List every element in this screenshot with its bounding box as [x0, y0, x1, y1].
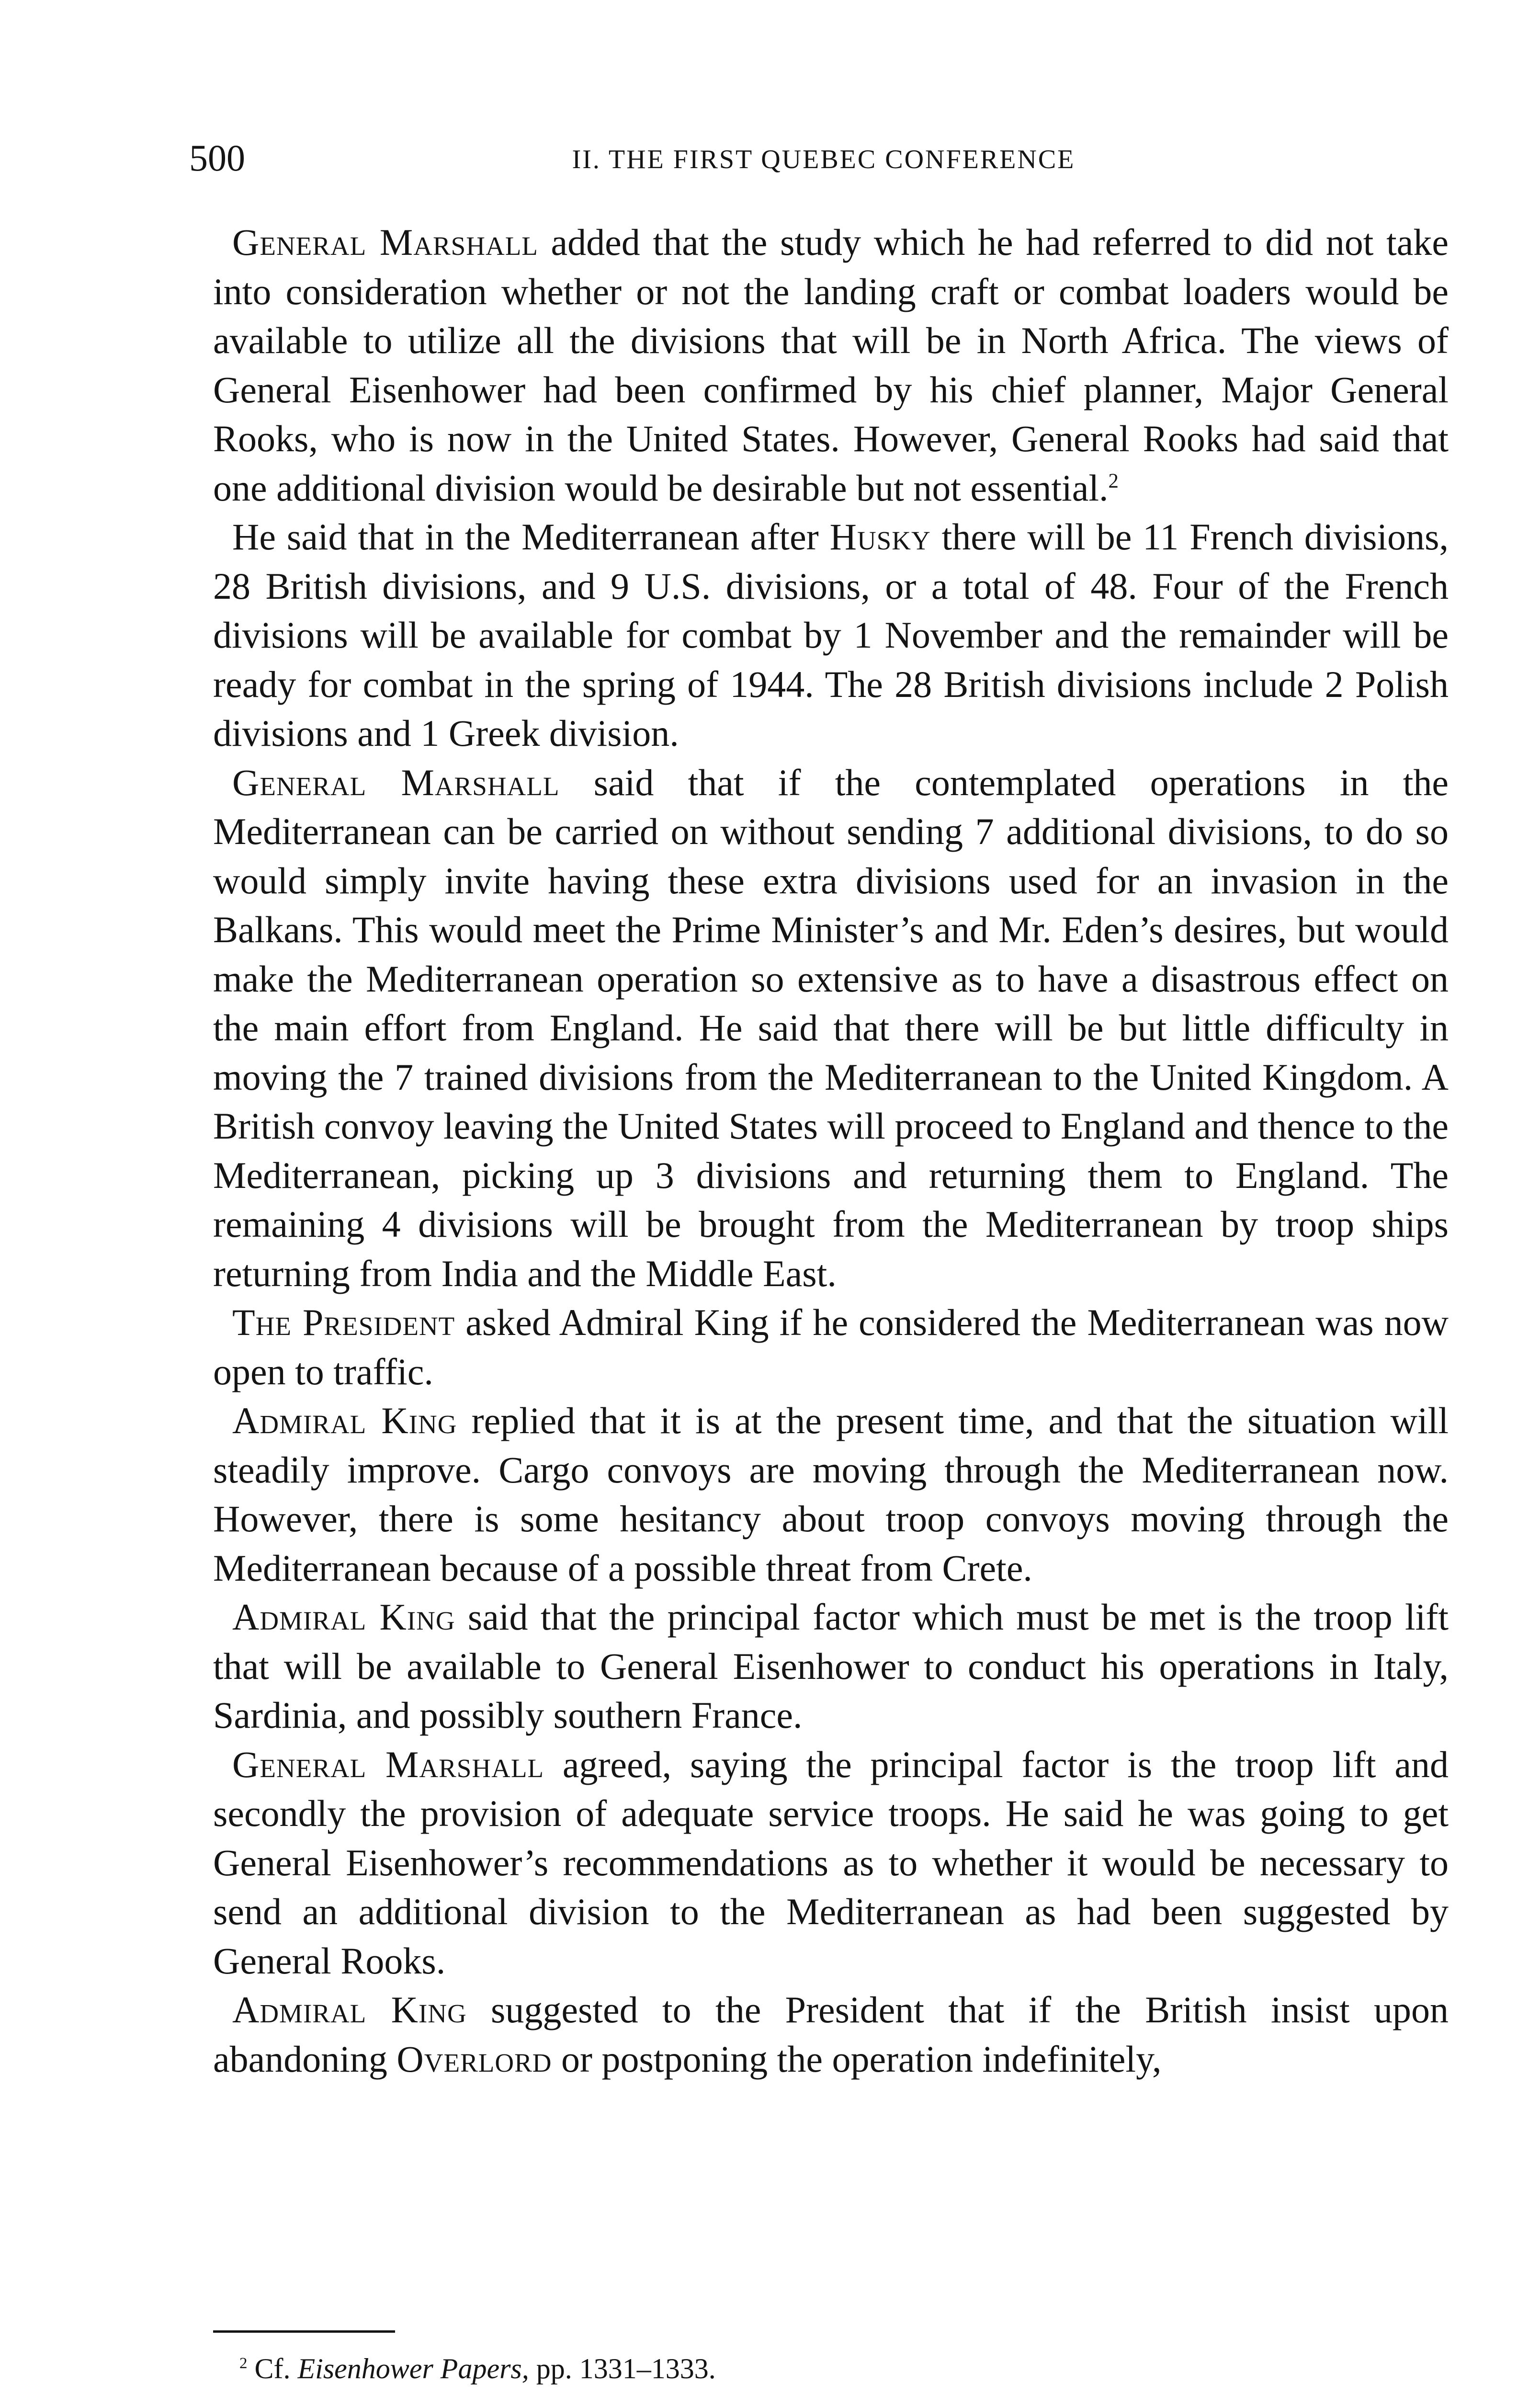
paragraph-text: asked Admiral King if he considered the Mediterranean was now open to traffic. [213, 1301, 1449, 1392]
speaker-name: Admiral King [232, 1596, 455, 1638]
paragraph-text: or postponing the operation indefinitely, [552, 2038, 1162, 2080]
speaker-name: General Marshall [232, 221, 538, 263]
footnote [239, 2349, 1437, 2388]
paragraph-8 [213, 1985, 1449, 2084]
footnote-prefix: Cf. [247, 2353, 298, 2384]
paragraph-3 [213, 758, 1449, 1299]
body-text [213, 218, 1449, 2084]
page-number: 500 [189, 137, 245, 179]
paragraph-text: said that the principal factor which must be met is the troop lift that will be available to General Eisenhower to conduct his operations in Italy, Sardinia, and possibly southern France. [213, 1596, 1449, 1736]
speaker-name: The President [232, 1301, 455, 1343]
paragraph-1 [213, 218, 1449, 513]
paragraph-7 [213, 1740, 1449, 1986]
paragraph-6 [213, 1593, 1449, 1740]
operation-codename: Overlord [396, 2038, 552, 2080]
paragraph-4 [213, 1298, 1449, 1396]
running-header [189, 137, 1458, 180]
paragraph-text: He said that in the Mediterranean after [232, 516, 830, 558]
paragraph-2 [213, 513, 1449, 758]
speaker-name: Admiral King [232, 1400, 457, 1441]
footnote-pages: pp. 1331–1333. [529, 2353, 716, 2384]
footnote-number: 2 [239, 2355, 248, 2372]
paragraph-text: there will be 11 French divisions, 28 British divisions, and 9 U.S. divisions, or a total of 48. Four of the French divisions will be available for combat by 1 November and the remainder will be ready for combat in the spring of 1944. The 28 British divisions include 2 Polish divisions and 1 Greek division. [213, 516, 1449, 754]
footnote-source-title: Eisenhower Papers, [297, 2353, 529, 2384]
speaker-name: General Marshall [232, 761, 560, 803]
paragraph-text: suggested to the President that if the British insist upon abandoning [213, 1989, 1449, 2080]
paragraph-text: replied that it is at the present time, and that the situation will steadily improve. Cargo convoys are moving through the Mediterranean now. However, there is some hesitancy about troop convoys moving through the Mediterranean because of a possible threat from Crete. [213, 1400, 1449, 1589]
paragraph-text: added that the study which he had referred to did not take into consideration whether or not the landing craft or combat loaders would be available to utilize all the divisions that will be in North Africa. The views of General Eisenhower had been confirmed by his chief planner, Major General Rooks, who is now in the United States. However, General Rooks had said that one additional division would be desirable but not essential. [213, 221, 1449, 509]
paragraph-text: agreed, saying the principal factor is the troop lift and secondly the provision of adequate service troops. He said he was going to get General Eisenhower’s recommendations as to whether it would be necessary to send an additional division to the Mediterranean as had been suggested by General Rooks. [213, 1743, 1449, 1982]
speaker-name: General Marshall [232, 1743, 544, 1785]
footnote-divider [213, 2330, 395, 2333]
running-title: II. THE FIRST QUEBEC CONFERENCE [572, 145, 1076, 174]
paragraph-5 [213, 1396, 1449, 1593]
footnote-reference: 2 [1108, 469, 1119, 492]
speaker-name: Admiral King [232, 1989, 467, 2030]
paragraph-text: said that if the contemplated operations in the Mediterranean can be carried on without sending 7 additional divisions, to do so would simply invite having these extra divisions used for an invasion in the Balkans. This would meet the Prime Minister’s and Mr. Eden’s desires, but would make the Mediterranean operation so extensive as to have a disastrous effect on the main effort from England. He said that there will be but little difficulty in moving the 7 trained divisions from the Mediterranean to the United Kingdom. A British convoy leaving the United States will proceed to England and thence to the Mediterranean, picking up 3 divisions and returning them to England. The remaining 4 divisions will be brought from the Mediterranean by troop ships returning from India and the Middle East. [213, 761, 1449, 1294]
operation-codename: Husky [829, 516, 931, 558]
